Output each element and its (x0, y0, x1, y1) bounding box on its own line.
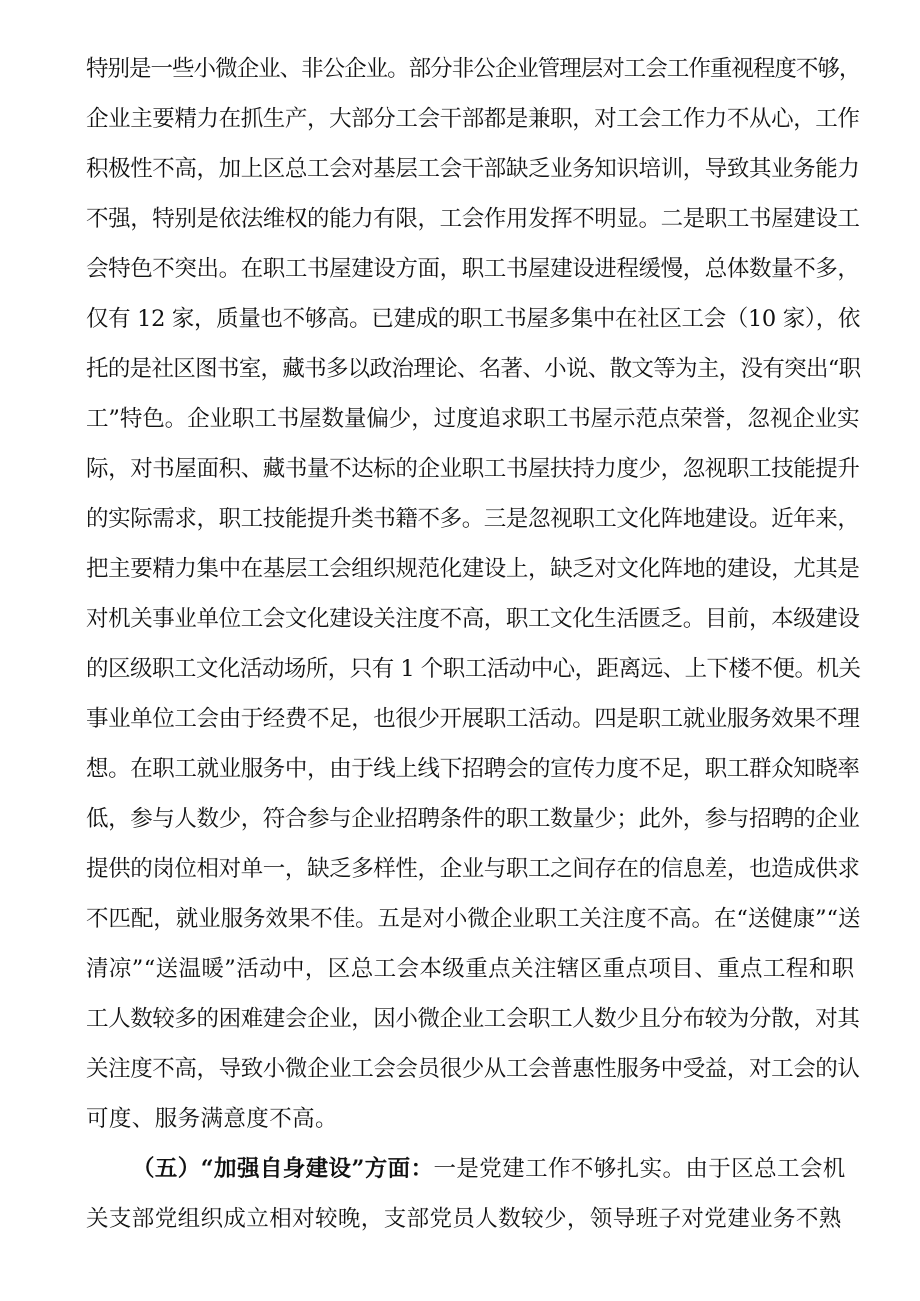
body-line-1: 特别是一些小微企业、非公企业。部分非公企业管理层对工会工作重视程度不够， (86, 56, 861, 82)
body-line-13: 的区级职工文化活动场所，只有 1 个职工活动中心，距离远、上下楼不便。机关 (86, 656, 861, 682)
body-line-16: 低，参与人数少，符合参与企业招聘条件的职工数量少；此外，参与招聘的企业 (86, 806, 860, 832)
body-line-18: 不匹配，就业服务效果不佳。五是对小微企业职工关注度不高。在“送健康”“送 (86, 906, 861, 932)
body-line-22: 可度、服务满意度不高。 (86, 1106, 338, 1132)
body-line-9: 际，对书屋面积、藏书量不达标的企业职工书屋扶持力度少，忽视职工技能提升 (86, 456, 860, 482)
body-line-15: 想。在职工就业服务中，由于线上线下招聘会的宣传力度不足，职工群众知晓率 (86, 756, 860, 782)
body-line-3: 积极性不高，加上区总工会对基层工会干部缺乏业务知识培训，导致其业务能力 (86, 156, 860, 182)
body-line-11: 把主要精力集中在基层工会组织规范化建设上，缺乏对文化阵地的建设，尤其是 (86, 556, 860, 582)
body-line-7: 托的是社区图书室，藏书多以政治理论、名著、小说、散文等为主，没有突出“职 (86, 356, 861, 382)
body-line-14: 事业单位工会由于经费不足，也很少开展职工活动。四是职工就业服务效果不理 (86, 706, 860, 732)
body-line-2: 企业主要精力在抓生产，大部分工会干部都是兼职，对工会工作力不从心，工作 (86, 106, 860, 132)
body-line-5: 会特色不突出。在职工书屋建设方面，职工书屋建设进程缓慢，总体数量不多， (86, 256, 860, 282)
body-line-10: 的实际需求，职工技能提升类书籍不多。三是忽视职工文化阵地建设。近年来， (86, 506, 860, 532)
body-line-21: 关注度不高，导致小微企业工会会员很少从工会普惠性服务中受益，对工会的认 (86, 1056, 860, 1082)
section-first-line-text: 一是党建工作不够扎实。由于区总工会机 (433, 1156, 846, 1182)
body-line-8: 工”特色。企业职工书屋数量偏少，过度追求职工书屋示范点荣誉，忽视企业实 (86, 406, 860, 432)
body-line-6: 仅有 12 家，质量也不够高。已建成的职工书屋多集中在社区工会（10 家），依 (86, 306, 861, 332)
section-first-line (132, 1154, 846, 1184)
body-line-20: 工人数较多的困难建会企业，因小微企业工会职工人数少且分布较为分散，对其 (86, 1006, 860, 1032)
section-line-2: 关支部党组织成立相对较晚，支部党员人数较少，领导班子对党建业务不熟 (86, 1206, 842, 1232)
body-line-17: 提供的岗位相对单一，缺乏多样性，企业与职工之间存在的信息差，也造成供求 (86, 856, 860, 882)
section-heading: （五）“加强自身建设”方面： (132, 1156, 434, 1182)
body-line-12: 对机关事业单位工会文化建设关注度不高，职工文化生活匮乏。目前，本级建设 (86, 606, 860, 632)
body-line-4: 不强，特别是依法维权的能力有限，工会作用发挥不明显。二是职工书屋建设工 (86, 206, 860, 232)
body-line-19: 清凉”“送温暖”活动中，区总工会本级重点关注辖区重点项目、重点工程和职 (86, 956, 855, 982)
